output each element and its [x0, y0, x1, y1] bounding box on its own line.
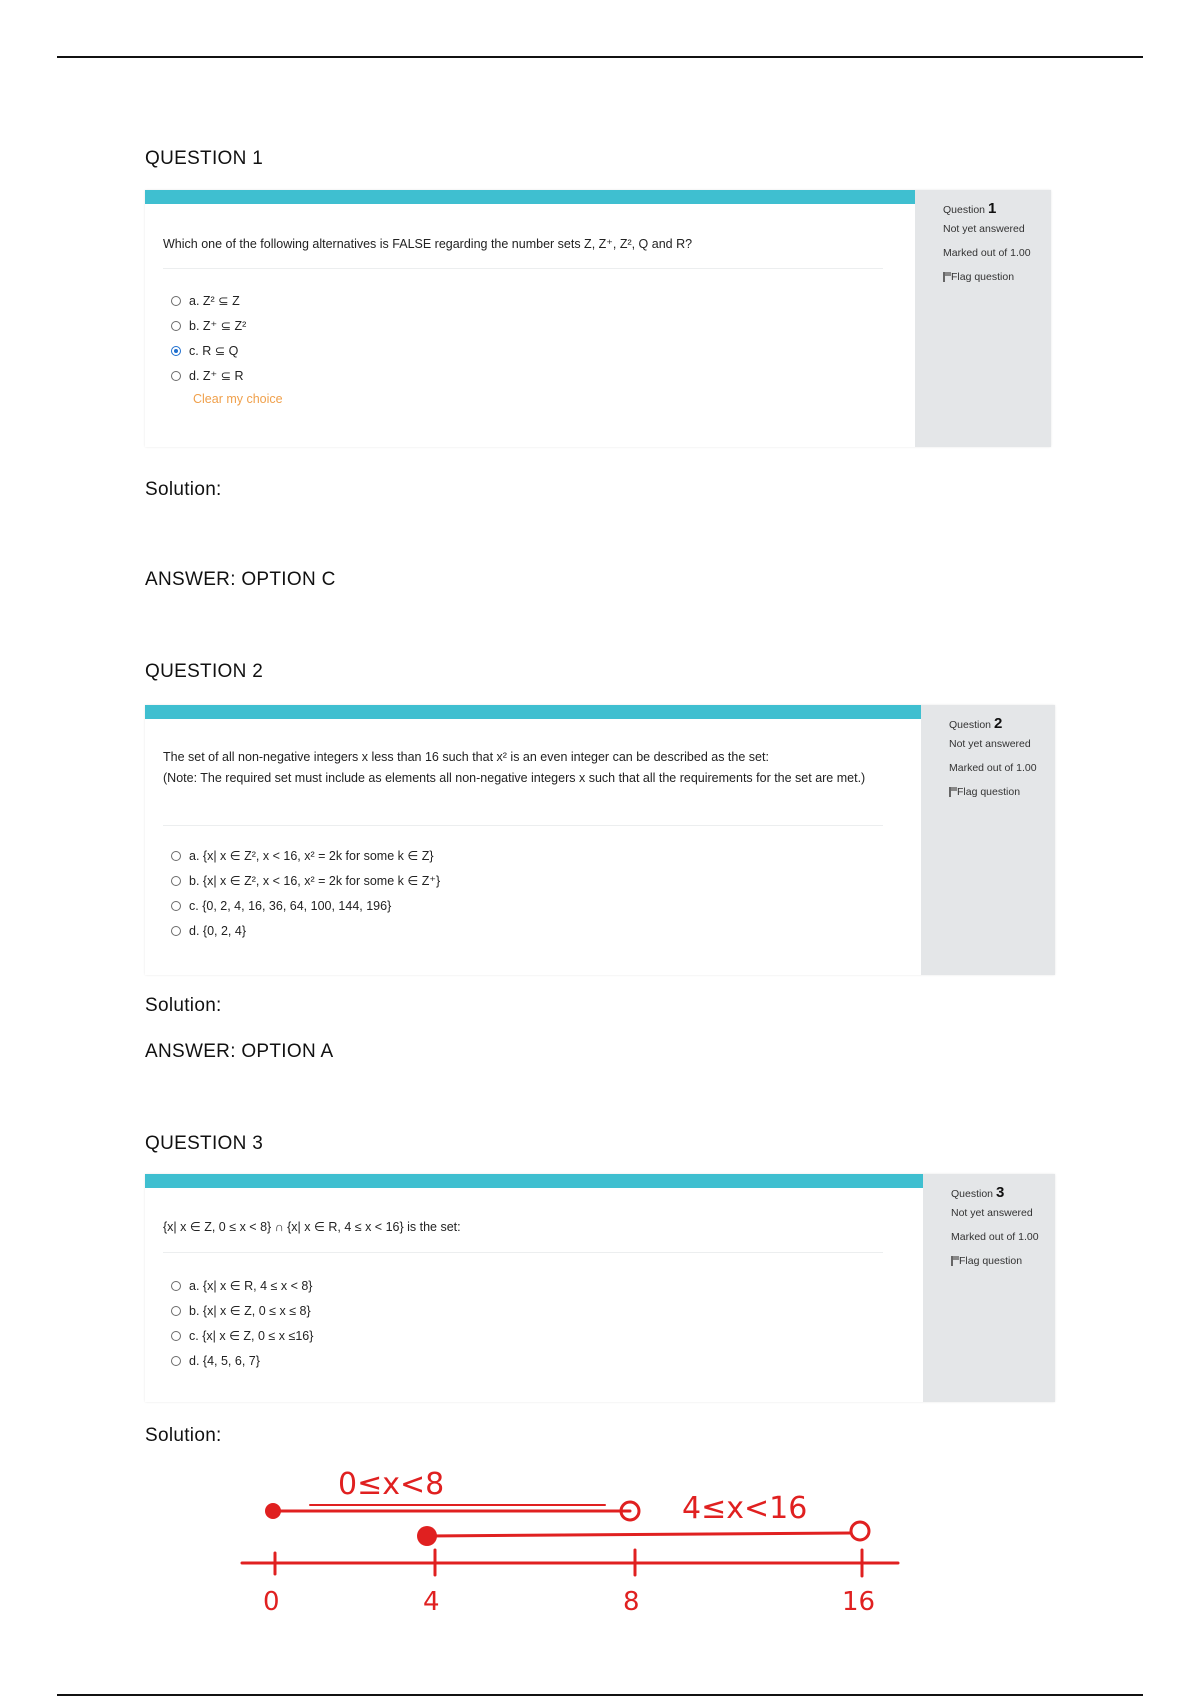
question-2-text-line-1: The set of all non-negative integers x less than 16 such that x² is an even integer can be described as the set: — [163, 750, 769, 764]
tick-label-4: 4 — [423, 1587, 440, 1617]
question-1-option-c[interactable]: c. R ⊆ Q — [171, 338, 283, 363]
question-2-marks: Marked out of 1.00 — [949, 762, 1037, 774]
radio-button[interactable] — [171, 901, 181, 911]
question-2-status: Not yet answered — [949, 738, 1031, 750]
radio-button[interactable] — [171, 1331, 181, 1341]
clear-my-choice-link[interactable]: Clear my choice — [193, 392, 283, 406]
interval-2-open-endpoint — [851, 1522, 869, 1540]
question-1-card — [145, 190, 1051, 447]
flag-label: Flag question — [959, 1255, 1023, 1267]
question-3-text: {x| x ∈ Z, 0 ≤ x < 8} ∩ {x| x ∈ R, 4 ≤ x < 16} is the set: — [163, 1220, 461, 1234]
question-3-status: Not yet answered — [951, 1207, 1033, 1219]
question-1-number: Question 1 — [943, 200, 997, 217]
question-1-answer: ANSWER: OPTION C — [145, 569, 336, 590]
radio-button[interactable] — [171, 296, 181, 306]
question-1-option-b[interactable]: b. Z⁺ ⊆ Z² — [171, 313, 283, 338]
question-1-option-a[interactable]: a. Z² ⊆ Z — [171, 288, 283, 313]
flag-icon — [949, 787, 951, 797]
question-2-option-c[interactable]: c. {0, 2, 4, 16, 36, 64, 100, 144, 196} — [171, 893, 440, 918]
question-3-separator — [163, 1252, 883, 1253]
flag-label: Flag question — [951, 271, 1015, 283]
question-3-option-d[interactable]: d. {4, 5, 6, 7} — [171, 1348, 313, 1373]
question-3-flag-button[interactable] — [951, 1255, 1022, 1267]
radio-button[interactable] — [171, 1281, 181, 1291]
question-2-accent-bar — [145, 705, 921, 719]
question-3-info-panel — [923, 1174, 1055, 1402]
question-2-option-d[interactable]: d. {0, 2, 4} — [171, 918, 440, 943]
question-2-info-panel — [921, 705, 1055, 975]
question-1-info-panel — [915, 190, 1051, 447]
question-3-option-b[interactable]: b. {x| x ∈ Z, 0 ≤ x ≤ 8} — [171, 1298, 313, 1323]
interval-2-closed-endpoint — [417, 1526, 437, 1546]
interval-1-closed-endpoint — [265, 1503, 281, 1519]
question-2-option-b[interactable]: b. {x| x ∈ Z², x < 16, x² = 2k for some k ∈ Z⁺} — [171, 868, 440, 893]
top-rule — [57, 56, 1143, 58]
question-1-heading: QUESTION 1 — [145, 148, 264, 169]
question-2-options — [171, 843, 440, 943]
question-2-card — [145, 705, 1055, 975]
radio-button[interactable] — [171, 851, 181, 861]
flag-label: Flag question — [957, 786, 1021, 798]
radio-button[interactable] — [171, 876, 181, 886]
tick-label-16: 16 — [842, 1587, 876, 1617]
bottom-rule — [57, 1694, 1143, 1696]
interval-1-label: 0≤x<8 — [338, 1467, 445, 1502]
question-1-option-d[interactable]: d. Z⁺ ⊆ R — [171, 363, 283, 388]
question-1-separator — [163, 268, 883, 269]
tick-label-0: 0 — [263, 1587, 280, 1617]
question-3-option-a[interactable]: a. {x| x ∈ R, 4 ≤ x < 8} — [171, 1273, 313, 1298]
question-2-number: Question 2 — [949, 715, 1003, 732]
question-1-text: Which one of the following alternatives is FALSE regarding the number sets Z, Z⁺, Z², Q and R? — [163, 237, 693, 251]
question-1-flag-button[interactable] — [943, 271, 1014, 283]
interval-2-label: 4≤x<16 — [682, 1491, 808, 1526]
question-3-number: Question 3 — [951, 1184, 1005, 1201]
flag-icon — [943, 272, 945, 282]
radio-button[interactable] — [171, 1356, 181, 1366]
radio-button[interactable] — [171, 926, 181, 936]
question-1-marks: Marked out of 1.00 — [943, 247, 1031, 259]
question-3-accent-bar — [145, 1174, 923, 1188]
question-3-option-c[interactable]: c. {x| x ∈ Z, 0 ≤ x ≤16} — [171, 1323, 313, 1348]
number-line-sketch — [230, 1460, 910, 1620]
flag-icon — [951, 1256, 953, 1266]
question-3-heading: QUESTION 3 — [145, 1133, 264, 1154]
question-3-solution-label: Solution: — [145, 1425, 222, 1446]
question-3-marks: Marked out of 1.00 — [951, 1231, 1039, 1243]
question-3-card — [145, 1174, 1055, 1402]
question-2-flag-button[interactable] — [949, 786, 1020, 798]
question-2-option-a[interactable]: a. {x| x ∈ Z², x < 16, x² = 2k for some k ∈ Z} — [171, 843, 440, 868]
question-2-separator — [163, 825, 883, 826]
question-1-options — [171, 288, 283, 406]
question-1-status: Not yet answered — [943, 223, 1025, 235]
question-2-text — [163, 747, 893, 789]
question-2-heading: QUESTION 2 — [145, 661, 264, 682]
radio-button-selected[interactable] — [171, 346, 181, 356]
interval-2-line — [427, 1533, 851, 1536]
question-1-accent-bar — [145, 190, 915, 204]
radio-button[interactable] — [171, 321, 181, 331]
tick-label-8: 8 — [623, 1587, 640, 1617]
question-1-solution-label: Solution: — [145, 479, 222, 500]
question-2-answer: ANSWER: OPTION A — [145, 1041, 334, 1062]
radio-button[interactable] — [171, 1306, 181, 1316]
question-2-text-line-2: (Note: The required set must include as elements all non-negative integers x such that all the requirements for the set are met.) — [163, 771, 866, 785]
radio-button[interactable] — [171, 371, 181, 381]
question-3-options — [171, 1273, 313, 1373]
question-2-solution-label: Solution: — [145, 995, 222, 1016]
